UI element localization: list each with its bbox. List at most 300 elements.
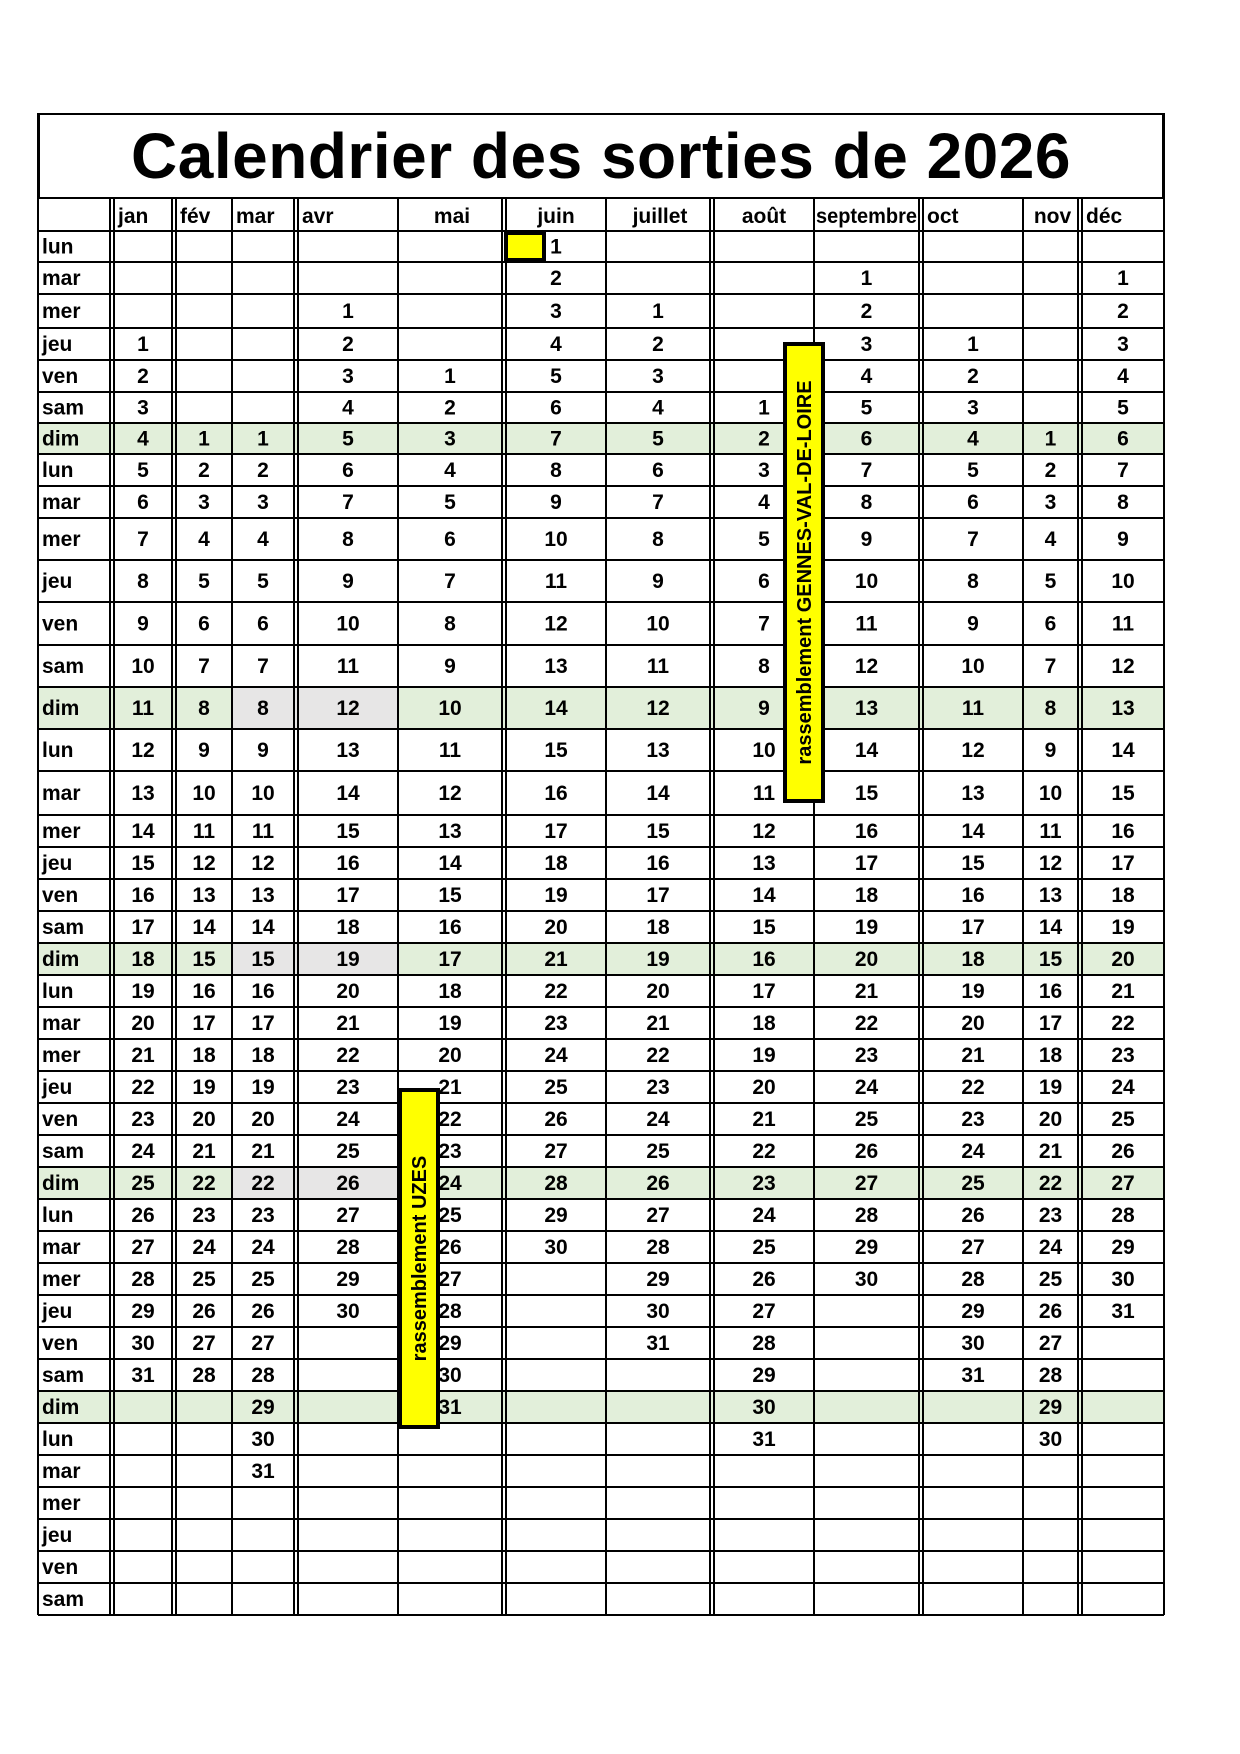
day-number: 13 [251, 884, 275, 907]
day-number: 10 [752, 739, 776, 762]
day-number: 1 [444, 365, 456, 388]
weekday-label: dim [42, 427, 80, 451]
day-number: 24 [251, 1236, 275, 1259]
day-number: 7 [444, 570, 456, 593]
day-number: 31 [752, 1428, 776, 1451]
day-number: 7 [758, 612, 770, 636]
day-number: 16 [544, 782, 568, 805]
weekday-label: ven [42, 884, 79, 907]
day-number: 16 [251, 980, 275, 1003]
day-number: 25 [961, 1172, 985, 1195]
day-number: 27 [438, 1268, 462, 1291]
day-number: 28 [854, 1204, 879, 1227]
day-number: 11 [646, 655, 670, 678]
day-number: 3 [1117, 333, 1129, 356]
day-number: 17 [544, 820, 568, 843]
day-number: 11 [438, 739, 462, 762]
page-title: Calendrier des sorties de 2026 [131, 120, 1071, 192]
day-number: 21 [1038, 1140, 1063, 1163]
day-number: 2 [758, 427, 770, 451]
day-number: 31 [961, 1364, 985, 1387]
day-number: 11 [855, 612, 878, 636]
month-header: oct [927, 205, 959, 228]
day-number: 4 [1044, 528, 1057, 551]
day-number: 16 [752, 948, 776, 971]
weekday-label: lun [42, 235, 74, 259]
day-number: 23 [1111, 1044, 1135, 1067]
day-number: 20 [336, 980, 360, 1003]
weekday-label: ven [42, 1556, 79, 1579]
day-number: 1 [652, 300, 664, 323]
day-number: 20 [646, 980, 670, 1003]
day-number: 4 [550, 333, 562, 356]
day-number: 24 [1038, 1236, 1063, 1259]
day-number: 6 [198, 612, 210, 636]
day-number: 17 [1038, 1012, 1063, 1035]
weekday-label: jeu [42, 333, 73, 356]
day-number: 20 [1111, 948, 1135, 971]
weekday-label: mer [42, 1492, 81, 1515]
day-number: 1 [1044, 427, 1057, 451]
weekday-label: ven [42, 1108, 79, 1131]
day-number: 30 [752, 1396, 776, 1419]
day-number: 6 [1044, 612, 1057, 636]
day-number: 9 [1117, 528, 1129, 551]
month-header: jan [118, 205, 149, 228]
day-number: 9 [1044, 739, 1057, 762]
day-number: 7 [1044, 655, 1057, 678]
day-number: 29 [131, 1300, 155, 1323]
day-number: 17 [251, 1012, 275, 1035]
day-number: 27 [961, 1236, 985, 1259]
weekday-label: ven [42, 365, 79, 388]
day-number: 6 [342, 459, 354, 482]
weekday-label: lun [42, 1204, 74, 1227]
day-number: 28 [961, 1268, 985, 1291]
day-number: 30 [251, 1428, 275, 1451]
day-number: 19 [131, 980, 155, 1003]
day-number: 5 [967, 459, 979, 482]
day-number: 28 [1038, 1364, 1063, 1387]
day-number: 5 [860, 396, 873, 420]
day-number: 17 [131, 916, 155, 939]
day-number: 15 [646, 820, 670, 843]
day-number: 5 [1044, 570, 1057, 593]
day-number: 1 [967, 333, 979, 356]
day-number: 22 [752, 1140, 776, 1163]
day-number: 21 [131, 1044, 155, 1067]
day-number: 8 [652, 528, 664, 551]
day-number: 24 [752, 1204, 776, 1227]
day-number: 2 [137, 365, 149, 388]
day-number: 20 [251, 1108, 275, 1131]
day-number: 16 [192, 980, 216, 1003]
day-number: 15 [131, 852, 155, 875]
day-number: 21 [752, 1108, 776, 1131]
day-number: 16 [131, 884, 155, 907]
event-label: rassemblement GENNES-VAL-DE-LOIRE [794, 380, 816, 765]
weekday-label: dim [42, 1172, 80, 1195]
day-number: 7 [137, 528, 149, 551]
day-number: 25 [192, 1268, 216, 1291]
weekday-label: lun [42, 459, 74, 482]
day-number: 10 [438, 697, 462, 720]
day-number: 4 [137, 427, 149, 451]
weekday-label: mer [42, 820, 81, 843]
day-number: 10 [131, 655, 155, 678]
day-number: 8 [550, 459, 562, 482]
day-number: 10 [1038, 782, 1063, 805]
month-header: avr [302, 205, 334, 228]
day-number: 4 [342, 396, 354, 420]
day-number: 24 [1111, 1076, 1135, 1099]
day-number: 20 [192, 1108, 216, 1131]
day-number: 14 [192, 916, 216, 939]
day-number: 22 [336, 1044, 360, 1067]
day-number: 3 [342, 365, 354, 388]
day-number: 27 [646, 1204, 670, 1227]
day-number: 23 [1038, 1204, 1063, 1227]
day-number: 16 [1038, 980, 1063, 1003]
day-number: 30 [1111, 1268, 1135, 1291]
day-number: 30 [336, 1300, 360, 1323]
day-number: 7 [1117, 459, 1129, 482]
month-header: nov [1033, 205, 1072, 228]
day-number: 17 [752, 980, 776, 1003]
weekday-label: lun [42, 739, 74, 762]
day-number: 28 [336, 1236, 360, 1259]
day-number: 29 [646, 1268, 670, 1291]
day-number: 10 [646, 612, 670, 636]
day-number: 1 [758, 396, 770, 420]
day-number: 11 [251, 820, 275, 843]
day-number: 12 [438, 782, 462, 805]
day-number: 18 [251, 1044, 275, 1067]
day-number: 27 [752, 1300, 776, 1323]
day-number: 28 [1111, 1204, 1135, 1227]
day-number: 30 [438, 1364, 462, 1387]
day-number: 17 [438, 948, 462, 971]
day-number: 6 [758, 570, 770, 593]
day-number: 1 [550, 235, 562, 259]
day-number: 11 [1111, 612, 1135, 636]
day-number: 7 [550, 427, 562, 451]
day-number: 8 [1117, 491, 1129, 514]
day-number: 5 [257, 570, 269, 593]
day-number: 16 [1111, 820, 1135, 843]
day-number: 23 [544, 1012, 568, 1035]
day-number: 8 [198, 697, 210, 720]
day-number: 24 [438, 1172, 462, 1195]
day-number: 13 [752, 852, 776, 875]
day-number: 18 [336, 916, 360, 939]
day-number: 12 [251, 852, 275, 875]
weekday-label: sam [42, 1588, 85, 1611]
day-number: 24 [961, 1140, 985, 1163]
day-number: 15 [336, 820, 360, 843]
day-number: 15 [1111, 782, 1135, 805]
day-number: 2 [1044, 459, 1057, 482]
day-number: 3 [198, 491, 210, 514]
day-number: 30 [544, 1236, 568, 1259]
day-number: 15 [438, 884, 462, 907]
day-number: 24 [131, 1140, 155, 1163]
day-number: 18 [646, 916, 670, 939]
month-header: août [741, 205, 787, 228]
day-number: 14 [1038, 916, 1063, 939]
day-number: 23 [961, 1108, 985, 1131]
day-number: 22 [251, 1172, 275, 1195]
weekday-label: jeu [42, 852, 73, 875]
day-number: 20 [131, 1012, 155, 1035]
day-number: 22 [192, 1172, 216, 1195]
day-number: 10 [544, 528, 568, 551]
day-number: 30 [131, 1332, 155, 1355]
day-number: 8 [758, 655, 770, 678]
day-number: 8 [860, 491, 873, 514]
day-number: 23 [752, 1172, 776, 1195]
day-number: 2 [198, 459, 210, 482]
day-number: 21 [646, 1012, 670, 1035]
day-number: 31 [646, 1332, 670, 1355]
weekday-label: dim [42, 697, 80, 720]
day-number: 29 [336, 1268, 360, 1291]
day-number: 3 [860, 333, 873, 356]
day-number: 27 [544, 1140, 568, 1163]
weekday-label: mar [42, 1012, 81, 1035]
day-number: 15 [192, 948, 216, 971]
weekday-label: dim [42, 948, 80, 971]
day-number: 21 [1111, 980, 1135, 1003]
day-number: 24 [854, 1076, 879, 1099]
day-number: 11 [131, 697, 155, 720]
day-number: 2 [444, 396, 456, 420]
day-number: 30 [854, 1268, 879, 1291]
day-number: 14 [131, 820, 155, 843]
month-header: septembre [816, 205, 917, 228]
day-number: 21 [544, 948, 568, 971]
day-number: 30 [1038, 1428, 1063, 1451]
day-number: 26 [131, 1204, 155, 1227]
day-number: 16 [646, 852, 670, 875]
day-number: 6 [652, 459, 664, 482]
weekday-label: sam [42, 655, 85, 678]
day-number: 9 [967, 612, 979, 636]
day-number: 8 [967, 570, 979, 593]
day-number: 14 [438, 852, 462, 875]
day-number: 10 [251, 782, 275, 805]
day-number: 8 [257, 697, 269, 720]
day-number: 2 [652, 333, 664, 356]
day-number: 27 [192, 1332, 216, 1355]
day-number: 29 [251, 1396, 275, 1419]
event-label: rassemblement UZES [409, 1155, 431, 1362]
day-number: 29 [752, 1364, 776, 1387]
day-number: 26 [438, 1236, 462, 1259]
day-number: 24 [646, 1108, 670, 1131]
day-number: 18 [752, 1012, 776, 1035]
day-number: 25 [438, 1204, 462, 1227]
day-number: 18 [131, 948, 155, 971]
day-number: 3 [758, 459, 770, 482]
day-number: 29 [1111, 1236, 1135, 1259]
day-number: 19 [854, 916, 879, 939]
day-number: 17 [192, 1012, 216, 1035]
day-number: 26 [192, 1300, 216, 1323]
weekday-label: sam [42, 1140, 85, 1163]
day-number: 21 [961, 1044, 985, 1067]
day-number: 31 [251, 1460, 275, 1483]
day-number: 9 [860, 528, 873, 551]
day-number: 11 [192, 820, 216, 843]
day-number: 19 [961, 980, 985, 1003]
day-number: 21 [336, 1012, 360, 1035]
day-number: 28 [192, 1364, 216, 1387]
day-number: 26 [1038, 1300, 1063, 1323]
day-number: 23 [192, 1204, 216, 1227]
day-number: 26 [854, 1140, 879, 1163]
day-number: 20 [438, 1044, 462, 1067]
weekday-label: jeu [42, 570, 73, 593]
day-number: 29 [854, 1236, 879, 1259]
day-number: 23 [131, 1108, 155, 1131]
day-number: 5 [758, 528, 770, 551]
day-number: 14 [752, 884, 776, 907]
day-number: 8 [1044, 697, 1057, 720]
day-number: 15 [1038, 948, 1063, 971]
day-number: 4 [967, 427, 979, 451]
day-number: 29 [438, 1332, 462, 1355]
day-number: 16 [438, 916, 462, 939]
weekday-label: ven [42, 1332, 79, 1355]
day-number: 2 [257, 459, 269, 482]
weekday-label: mer [42, 1268, 81, 1291]
day-number: 12 [854, 655, 879, 678]
weekday-label: mer [42, 1044, 81, 1067]
weekday-label: sam [42, 396, 85, 420]
day-number: 12 [336, 697, 360, 720]
day-number: 25 [1038, 1268, 1063, 1291]
day-number: 9 [758, 697, 770, 720]
day-number: 2 [1117, 300, 1129, 323]
day-number: 4 [198, 528, 210, 551]
day-number: 12 [131, 739, 155, 762]
day-number: 1 [1117, 267, 1129, 290]
month-header: juillet [632, 205, 688, 228]
weekday-label: mar [42, 782, 81, 805]
day-number: 20 [544, 916, 568, 939]
day-number: 23 [438, 1140, 462, 1163]
weekday-label: jeu [42, 1300, 73, 1323]
day-number: 3 [550, 300, 562, 323]
day-number: 25 [854, 1108, 879, 1131]
day-number: 7 [198, 655, 210, 678]
day-number: 23 [251, 1204, 275, 1227]
day-number: 3 [1044, 491, 1057, 514]
day-number: 5 [137, 459, 149, 482]
day-number: 9 [444, 655, 456, 678]
day-number: 13 [438, 820, 462, 843]
day-number: 31 [131, 1364, 155, 1387]
weekday-label: dim [42, 1396, 80, 1419]
day-number: 19 [752, 1044, 776, 1067]
day-number: 5 [342, 427, 354, 451]
day-number: 7 [257, 655, 269, 678]
day-number: 27 [251, 1332, 275, 1355]
day-number: 6 [967, 491, 979, 514]
day-number: 22 [854, 1012, 879, 1035]
day-number: 26 [646, 1172, 670, 1195]
day-number: 10 [192, 782, 216, 805]
day-number: 18 [544, 852, 568, 875]
day-number: 20 [854, 948, 879, 971]
day-number: 13 [336, 739, 360, 762]
day-number: 17 [854, 852, 879, 875]
month-header: mai [433, 205, 471, 228]
day-number: 28 [544, 1172, 568, 1195]
day-number: 11 [544, 570, 568, 593]
day-number: 19 [1111, 916, 1135, 939]
day-number: 5 [1117, 396, 1129, 420]
day-number: 22 [131, 1076, 155, 1099]
day-number: 17 [1111, 852, 1135, 875]
day-number: 6 [550, 396, 562, 420]
day-number: 13 [1111, 697, 1135, 720]
day-number: 7 [860, 459, 873, 482]
weekday-label: mar [42, 1460, 81, 1483]
day-number: 22 [1111, 1012, 1135, 1035]
event-marker [506, 233, 544, 260]
day-number: 29 [1038, 1396, 1063, 1419]
day-number: 4 [444, 459, 456, 482]
weekday-label: mer [42, 528, 81, 551]
day-number: 26 [1111, 1140, 1135, 1163]
day-number: 6 [860, 427, 873, 451]
day-number: 6 [137, 491, 149, 514]
day-number: 24 [336, 1108, 360, 1131]
day-number: 19 [1038, 1076, 1063, 1099]
day-number: 29 [961, 1300, 985, 1323]
day-number: 25 [1111, 1108, 1135, 1131]
day-number: 27 [131, 1236, 155, 1259]
day-number: 22 [544, 980, 568, 1003]
day-number: 13 [192, 884, 216, 907]
day-number: 27 [336, 1204, 360, 1227]
day-number: 19 [646, 948, 670, 971]
day-number: 14 [961, 820, 985, 843]
day-number: 28 [646, 1236, 670, 1259]
day-number: 17 [336, 884, 360, 907]
day-number: 8 [342, 528, 354, 551]
day-number: 16 [336, 852, 360, 875]
day-number: 30 [961, 1332, 985, 1355]
weekday-label: mer [42, 300, 81, 323]
month-header: fév [180, 205, 211, 228]
day-number: 13 [1038, 884, 1063, 907]
month-header: déc [1086, 205, 1123, 228]
day-number: 2 [860, 300, 873, 323]
day-number: 13 [544, 655, 568, 678]
day-number: 2 [967, 365, 979, 388]
day-number: 29 [544, 1204, 568, 1227]
day-number: 27 [1111, 1172, 1135, 1195]
day-number: 18 [854, 884, 879, 907]
day-number: 10 [336, 612, 360, 636]
day-number: 11 [1039, 820, 1062, 843]
day-number: 22 [438, 1108, 462, 1131]
day-number: 19 [192, 1076, 216, 1099]
day-number: 13 [131, 782, 155, 805]
